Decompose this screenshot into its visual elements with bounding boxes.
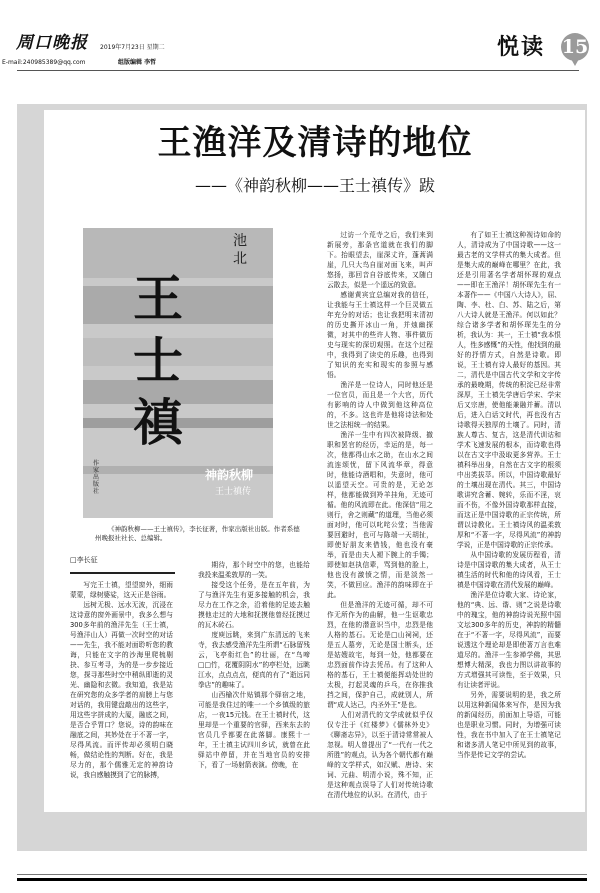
article-paragraph: 渔洋一生中有四次被降级、撤职和罢官的经历，幸运的是，每一次，他都得山水之助，在山水之间流连颂忧，留下风流华章，得意时，他能诗酒唱和，失意时，他可以遥望天空。可贵的是，无论怎样，他都能做到羚羊挂角，无迹可循。他的风流即在此。他深信“用之则行，舍之则藏”的道理，当他必须面对时，他可以叱咤公堂；当他需要回避时，也可与陈端一天胡扯，即使好朋友来借钱，他也没有豪举，而是由夫人褪下腕上的手镯；即使如赵执信辈，骂到他的脸上，他也没有激愤之情，而是淡然一笑，不做回应。渔洋的韵味即在于此。 [327, 431, 433, 599]
cover-title: 神韵秋柳 [205, 468, 254, 482]
image-caption: 《神韵秋柳——王士禛传》，李长征著，作家出版社出版。作者系德州晚报社社长、总编辑。 [95, 525, 300, 542]
article-title: 王渔洋及清诗的地位 [157, 123, 473, 163]
article-paragraph: 远树无极、远水无波，沉浸在这诗意的窗外画景中，我多么想与300多年前的渔洋先生（王士禛，号渔洋山人）再做一次时空的对话——先生，我不能对面聆听您的教诲，只能在文字的沙海里爬梳剔抉、参互考寻，为的是一步步接近您，探寻那些时空中稍纵即逝的灵光、幽隐和玄微。我知道，我是站在研究您的众多学者的肩膀上与您对话的，我用键盘敲出的这些字，用这些字拼成的大厦，融底之间，是否合乎胃口？您说，诗的韵味在融底之间，其妙处在于不著一字，尽得风流。而评传却必须明白晓畅，做结论性的判断。好在，我是尽力的，那个儒雅无定的神韵诗说，我自感触摸到了它的脉搏， [70, 601, 173, 779]
article-paragraph: 渔洋是位诗歌大家、诗论家，他的“典、远、谐、则”之说是诗歌中的瑰宝，他的神韵诗说光照中国文坛300多年的历史，神韵的精髓在于“不著一字，尽得风流”，而要说透这个理论却是即使著万言也难道尽的。渔洋一生参禅学佛，其思想博大精深，我也力图以讲故事的方式增强其可读性，至于效果，只有让读者评说。 [457, 591, 561, 689]
article-paragraph: 另外，需要说明的是，我之所以用这种新闻体来写作，是因为我的新闻经历，前面加上导语，可能也是职业习惯。同时，为增强可读性，我在书中加入了在王士禛笔记和诸多清人笔记中所见到的故事，当作是传记文学的尝试。 [457, 691, 561, 759]
article-paragraph: 从中国诗歌的发展历程看，清诗是中国诗歌的集大成者，从王士禛生活的时代和他的诗风看，王士禛是中国诗歌在清代发展的巅峰。 [457, 551, 561, 589]
article-column-3 [327, 230, 433, 799]
article-column-4 [457, 230, 561, 770]
article-paragraph: 山西榆次什贴镇那个驿宿之地，可能是我住过的唯一一个乡镇级的旅店，一夜15元钱。在王士禛时代，这里却是一个重要的官驿，西来东去的官员几乎都要在此落脚。康熙十一年，王士禛主试四川乡试，就曾在此驿站中停留，并在当地官员的安排下，看了一场射箭表演。傍晚，在 [198, 691, 310, 769]
author-byline: □李长征 [70, 556, 98, 564]
editor-credit: 组版编辑 李哲 [118, 59, 157, 66]
section-title: 悦读 [497, 34, 546, 60]
article-paragraph: 人们对清代的文学成就似乎仅仅专注于《红楼梦》《儒林外史》《聊斋志异》，以至于清诗常常被人忽视。明人曾提出了“一代有一代之所胜”的观点，认为各个朝代都有巅峰的文学样式，如汉赋、唐诗、宋词、元曲、明清小说，殊不知，正是这种观点误导了人们对传统诗歌在清代地位的认识。在清代，由于 [327, 711, 433, 799]
article-paragraph: 期待，那个时空中的您，也能给我投来温柔敦厚的一笑。 [198, 561, 310, 579]
footer-rule-thick [17, 878, 587, 881]
article-column-2 [198, 560, 310, 780]
article-paragraph: 写完王士禛，望望窗外，细雨蒙蒙，绿树婆娑，这天正是谷雨。 [70, 581, 173, 599]
article-paragraph: 感谢黄宾宜总编对我的信任，让我能与王士禛这样一个巨灵做五年充分的对话；也让我把明末清初的历史撕开冰山一角，并烛幽探微，对其中的些许人物、事件做历史与现实的深切观照。在这个过程中，我得到了读史的乐趣，也得到了知识的充实和现实的参照与感悟。 [327, 291, 433, 379]
byline-divider [70, 572, 175, 574]
article-paragraph: 接受这个任务，是在五年前，为了与渔洋先生有更多接触的机会，我尽力在工作之余，沿着他的足迹去触摸他走过的大地和抚摸他曾经抚摸过的瓦木砖石。 [198, 581, 310, 629]
contact-email: E-mail:240985389@qq.com [2, 59, 86, 66]
book-cover-image [83, 228, 273, 518]
header-divider [17, 70, 579, 71]
article-paragraph: 渔洋是一位诗人，同时他还是一位官员，而且是一个大官，历代有影响的诗人中做到他这种高位的，不多。这也许是他将诗法和处世之法相统一的结果。 [327, 381, 433, 429]
cover-top-calligraphy: 池北 [233, 233, 247, 267]
newspaper-masthead: 周口晚报 [16, 33, 88, 53]
article-paragraph: 有了如王士禛这种视诗如命的人，清诗成为了中国诗歌——这一最古老的文学样式的集大成者。但是集大成的巅峰在哪里？在此，我还是引用著名学者胡怀琛的观点——即在王渔洋！胡怀琛先生有一本著作——《中国八大诗人》，屈、陶、李、杜、白、苏、陆之后，第八大诗人就是王渔洋。何以如此？综合诸多学者和胡怀琛先生的分析，我认为：其一，王士禛“我本恨人，性多感慨”的天性，他找到的最好的抒情方式，自然是诗歌。即说，王士禛有诗人最好的基因。其二，清代是中国古代文学和文字传承的最晚期，传统的积淀已经非常深厚，王士禛先学唐后学宋、学宋后又宗唐，使他能兼融并蓄。清以后，进入白话文时代，再也没有古诗歌得天独厚的土壤了。同时，清族人尊古、复古，这是清代训诂和学术飞速发展的根本，而诗歌也得以在古文字中汲取更多营养。王士禛科举出身，自然在古文字的根须中出类拔萃。所以，中国诗歌最好的土壤出现在清代。其三，中国诗歌讲究含蓄、婉转，乐而不淫，哀而不伤，不像外国诗歌那样直接，而这正是中国诗歌的正宗传统，所谓以诗教化。王士禛诗风的温柔敦厚和“不著一字，尽得风流”的神韵学说，正是中国诗歌的正宗传承。 [457, 231, 561, 549]
cover-subtitle: 王士禛传 [215, 487, 252, 497]
article-column-1 [70, 580, 173, 780]
article-subtitle: ——《神韵秋柳——王士禛传》跋 [194, 176, 435, 195]
page-number: 15 [561, 36, 589, 58]
article-paragraph: 但是渔洋的无迹可循，却不可作无所作为的曲解，他一生讴歌忠烈，在他的潜意识当中，忠烈是他人格的基石。无论是□山祠祠，还是五人墓旁，无论是国士断头，还是姑嫂故宅，每到一处，他都要在忠烈面前作诗去凭吊。有了这种人格的基石，王士禛便能挥动处世的太极，打起灵魂的乒乓，在你推我挡之间，保护自己，成就别人，所谓“成人达己，内圣外王”是也。 [327, 601, 433, 709]
footer-rule-thin [17, 874, 587, 875]
article-paragraph: 度庾远眺，来到广东清远的飞来寺，我去感受渔洋先生所谓“石脉留残云，飞亭衔红色”的壮丽，在“鸟啼□□竹，花覆阴阴水”的亭栏处，远眺江水，点点点点，便真的有了“逝远同拳店”的趣味了。 [198, 631, 310, 689]
cover-publisher: 作家出版社 [93, 460, 100, 495]
article-paragraph: 过访一个荒寺之后，我们来到新展旁，那条官道就在我们的脚下。抬眼望去，崖深丈许，蓬蒿满崖，几只大鸟自崖对面飞来，叫声悠扬，那回音自谷底传来，又随白云散去，似是一个遥远的致意。 [327, 231, 433, 289]
issue-date: 2019年7月23日 星期二 [100, 44, 165, 51]
cover-calligraphy: 王士禛 [133, 269, 183, 452]
